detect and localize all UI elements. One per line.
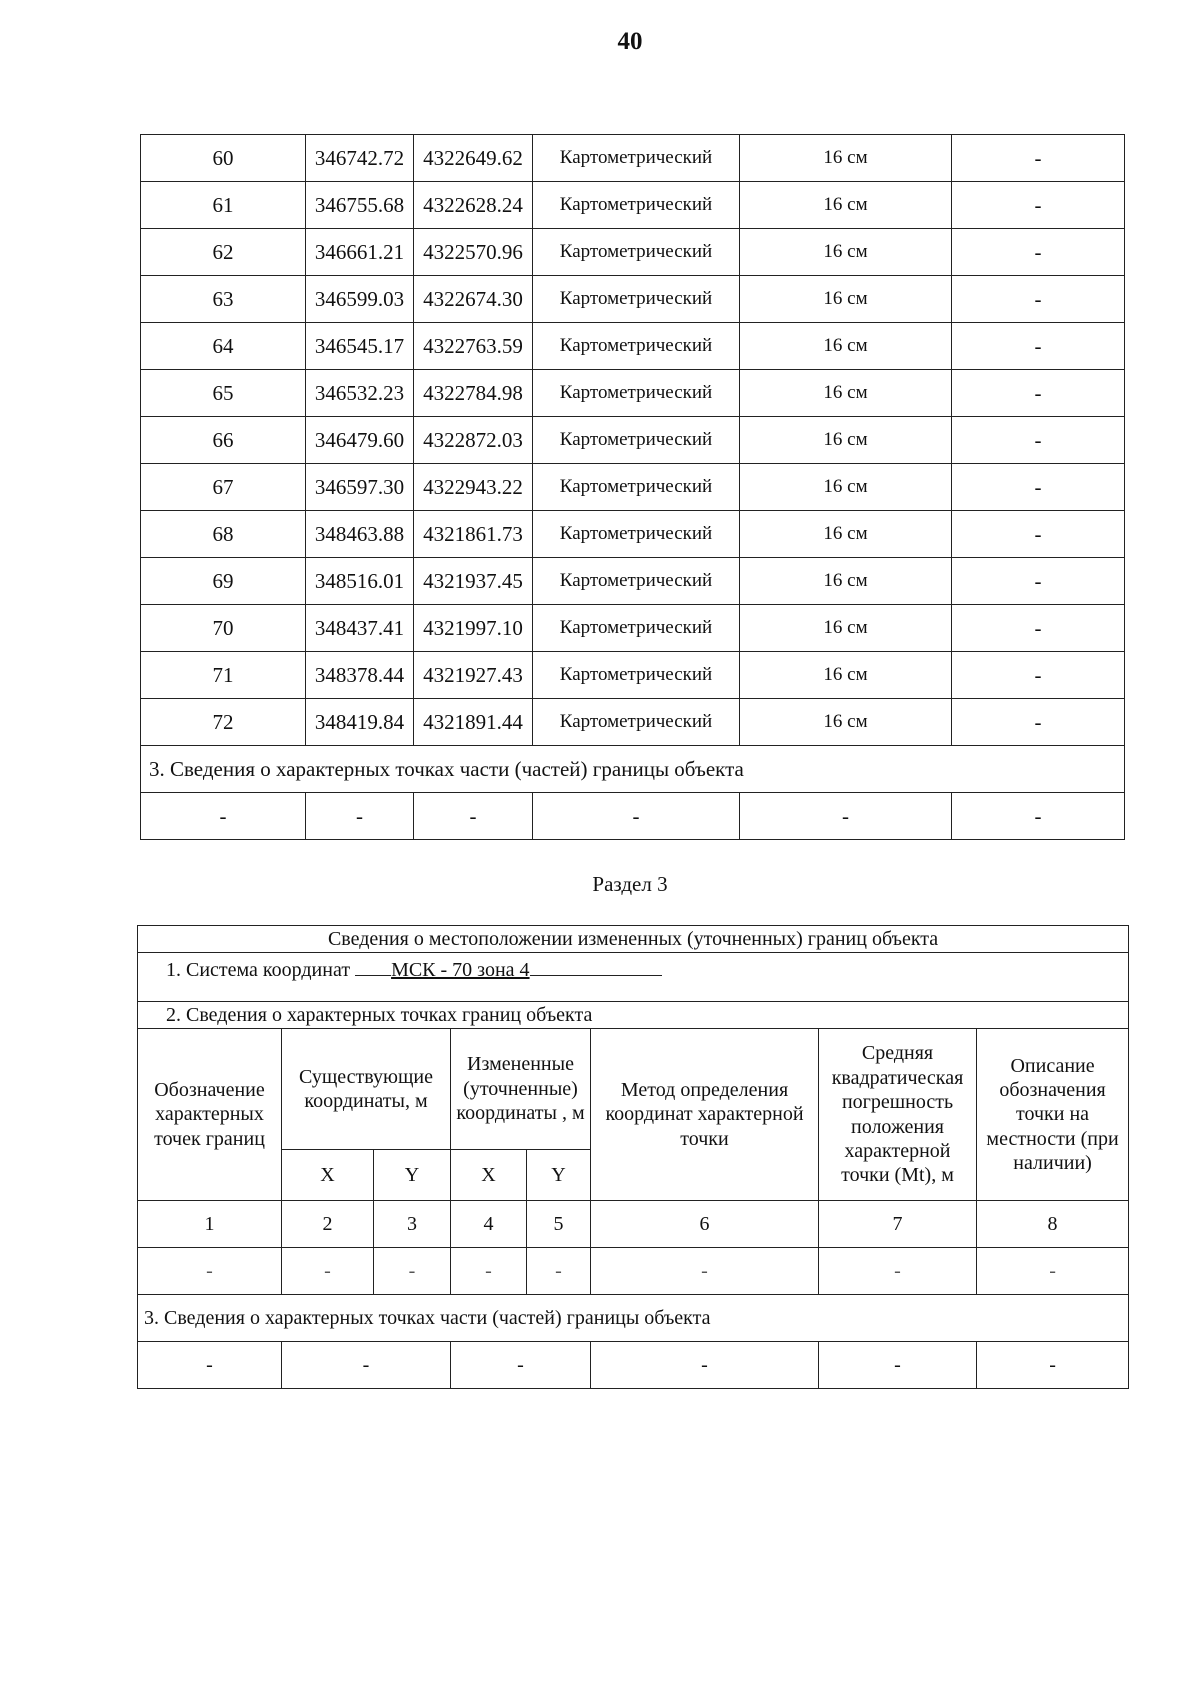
point-number: 61 [141, 182, 306, 229]
coord-y: 4321927.43 [414, 652, 533, 699]
point-number: 70 [141, 605, 306, 652]
coord-x: 346661.21 [306, 229, 414, 276]
table-title: Сведения о местоположении измененных (уточненных) границ объекта [138, 926, 1129, 953]
method: Картометрический [533, 323, 740, 370]
column-number: 5 [527, 1201, 591, 1248]
description: - [952, 182, 1125, 229]
table-cell: - [527, 1248, 591, 1295]
table-cell: - [306, 793, 414, 840]
table-row [141, 652, 1125, 699]
boundary-points-table [140, 134, 1125, 840]
header-accuracy: Средняя квадратическая погрешность положения характерной точки (Mt), м [819, 1029, 977, 1201]
table-row [141, 323, 1125, 370]
header-y: Y [374, 1150, 451, 1201]
points-title: 2. Сведения о характерных точках границ объекта [138, 1002, 1129, 1029]
accuracy: 16 см [740, 323, 952, 370]
coord-x: 348516.01 [306, 558, 414, 605]
header-description: Описание обозначения точки на местности (при наличии) [977, 1029, 1129, 1201]
coord-x: 346599.03 [306, 276, 414, 323]
table-cell: - [977, 1248, 1129, 1295]
table-cell: - [591, 1342, 819, 1389]
point-number: 60 [141, 135, 306, 182]
header-method: Метод определения координат характерной точки [591, 1029, 819, 1201]
point-number: 65 [141, 370, 306, 417]
table-cell: - [374, 1248, 451, 1295]
coord-x: 346742.72 [306, 135, 414, 182]
column-number: 1 [138, 1201, 282, 1248]
accuracy: 16 см [740, 229, 952, 276]
method: Картометрический [533, 135, 740, 182]
accuracy: 16 см [740, 464, 952, 511]
coord-y: 4321861.73 [414, 511, 533, 558]
point-number: 71 [141, 652, 306, 699]
coord-y: 4322784.98 [414, 370, 533, 417]
accuracy: 16 см [740, 182, 952, 229]
accuracy: 16 см [740, 699, 952, 746]
description: - [952, 699, 1125, 746]
coord-y: 4322872.03 [414, 417, 533, 464]
coord-x: 348419.84 [306, 699, 414, 746]
point-number: 69 [141, 558, 306, 605]
points-title-row [138, 1002, 1129, 1029]
table-cell: - [282, 1248, 374, 1295]
coord-x: 348437.41 [306, 605, 414, 652]
coord-x: 346545.17 [306, 323, 414, 370]
header-row [138, 1029, 1129, 1150]
header-x: X [282, 1150, 374, 1201]
table-title-row [138, 926, 1129, 953]
point-number: 72 [141, 699, 306, 746]
part-dash-row [141, 793, 1125, 840]
coord-y: 4321891.44 [414, 699, 533, 746]
column-number: 6 [591, 1201, 819, 1248]
point-number: 64 [141, 323, 306, 370]
description: - [952, 652, 1125, 699]
description: - [952, 511, 1125, 558]
part-dash-row [138, 1342, 1129, 1389]
column-number: 2 [282, 1201, 374, 1248]
table-row [141, 135, 1125, 182]
table-cell: - [819, 1248, 977, 1295]
point-number: 66 [141, 417, 306, 464]
description: - [952, 464, 1125, 511]
method: Картометрический [533, 182, 740, 229]
description: - [952, 605, 1125, 652]
method: Картометрический [533, 229, 740, 276]
coord-x: 346597.30 [306, 464, 414, 511]
table-cell: - [740, 793, 952, 840]
fill-line [530, 953, 662, 976]
table-cell: - [591, 1248, 819, 1295]
method: Картометрический [533, 605, 740, 652]
table-row [141, 182, 1125, 229]
method: Картометрический [533, 417, 740, 464]
description: - [952, 417, 1125, 464]
header-designation: Обозначение характерных точек границ [138, 1029, 282, 1201]
header-y: Y [527, 1150, 591, 1201]
coord-y: 4322628.24 [414, 182, 533, 229]
coord-x: 346479.60 [306, 417, 414, 464]
coord-x: 348378.44 [306, 652, 414, 699]
table-row [141, 464, 1125, 511]
part-title-row [138, 1295, 1129, 1342]
table-row [141, 229, 1125, 276]
coord-y: 4321997.10 [414, 605, 533, 652]
coord-y: 4321937.45 [414, 558, 533, 605]
coord-x: 346755.68 [306, 182, 414, 229]
table-row [141, 558, 1125, 605]
column-number: 8 [977, 1201, 1129, 1248]
coord-x: 348463.88 [306, 511, 414, 558]
column-number: 4 [451, 1201, 527, 1248]
accuracy: 16 см [740, 417, 952, 464]
accuracy: 16 см [740, 370, 952, 417]
point-number: 62 [141, 229, 306, 276]
changed-boundaries-table [137, 925, 1129, 1389]
accuracy: 16 см [740, 276, 952, 323]
method: Картометрический [533, 652, 740, 699]
column-number: 7 [819, 1201, 977, 1248]
table-row [141, 699, 1125, 746]
table-cell: - [451, 1342, 591, 1389]
table-cell: - [533, 793, 740, 840]
coord-y: 4322674.30 [414, 276, 533, 323]
accuracy: 16 см [740, 511, 952, 558]
table-cell: - [977, 1342, 1129, 1389]
method: Картометрический [533, 699, 740, 746]
header-x: X [451, 1150, 527, 1201]
dash-row [138, 1248, 1129, 1295]
coord-system-row [138, 953, 1129, 1002]
coord-system-label: 1. Система координат [166, 959, 351, 981]
point-number: 68 [141, 511, 306, 558]
method: Картометрический [533, 558, 740, 605]
part-title: 3. Сведения о характерных точках части (частей) границы объекта [138, 1295, 1129, 1342]
coord-y: 4322570.96 [414, 229, 533, 276]
description: - [952, 229, 1125, 276]
section-heading: Раздел 3 [592, 872, 668, 896]
accuracy: 16 см [740, 605, 952, 652]
header-changed: Измененные (уточненные) координаты , м [451, 1029, 591, 1150]
column-numbers-row [138, 1201, 1129, 1248]
coord-y: 4322943.22 [414, 464, 533, 511]
method: Картометрический [533, 511, 740, 558]
point-number: 67 [141, 464, 306, 511]
table-row [141, 511, 1125, 558]
table-row [141, 605, 1125, 652]
table-cell: - [138, 1342, 282, 1389]
table-cell: - [282, 1342, 451, 1389]
part-title-row [141, 746, 1125, 793]
accuracy: 16 см [740, 652, 952, 699]
method: Картометрический [533, 276, 740, 323]
column-number: 3 [374, 1201, 451, 1248]
header-existing: Существующие координаты, м [282, 1029, 451, 1150]
coord-system-cell [138, 953, 1129, 1002]
coord-x: 346532.23 [306, 370, 414, 417]
table-cell: - [952, 793, 1125, 840]
coord-y: 4322649.62 [414, 135, 533, 182]
accuracy: 16 см [740, 558, 952, 605]
table-cell: - [141, 793, 306, 840]
table-cell: - [451, 1248, 527, 1295]
method: Картометрический [533, 464, 740, 511]
table-row [141, 417, 1125, 464]
table-cell: - [819, 1342, 977, 1389]
method: Картометрический [533, 370, 740, 417]
coord-y: 4322763.59 [414, 323, 533, 370]
table-cell: - [414, 793, 533, 840]
table-row [141, 276, 1125, 323]
accuracy: 16 см [740, 135, 952, 182]
description: - [952, 558, 1125, 605]
point-number: 63 [141, 276, 306, 323]
description: - [952, 370, 1125, 417]
description: - [952, 276, 1125, 323]
coord-system-value: МСК - 70 зона 4 [391, 959, 530, 981]
part-title: 3. Сведения о характерных точках части (частей) границы объекта [141, 746, 1125, 793]
table-cell: - [138, 1248, 282, 1295]
page-number: 40 [617, 28, 643, 55]
table-row [141, 370, 1125, 417]
fill-line [355, 953, 391, 976]
description: - [952, 135, 1125, 182]
description: - [952, 323, 1125, 370]
